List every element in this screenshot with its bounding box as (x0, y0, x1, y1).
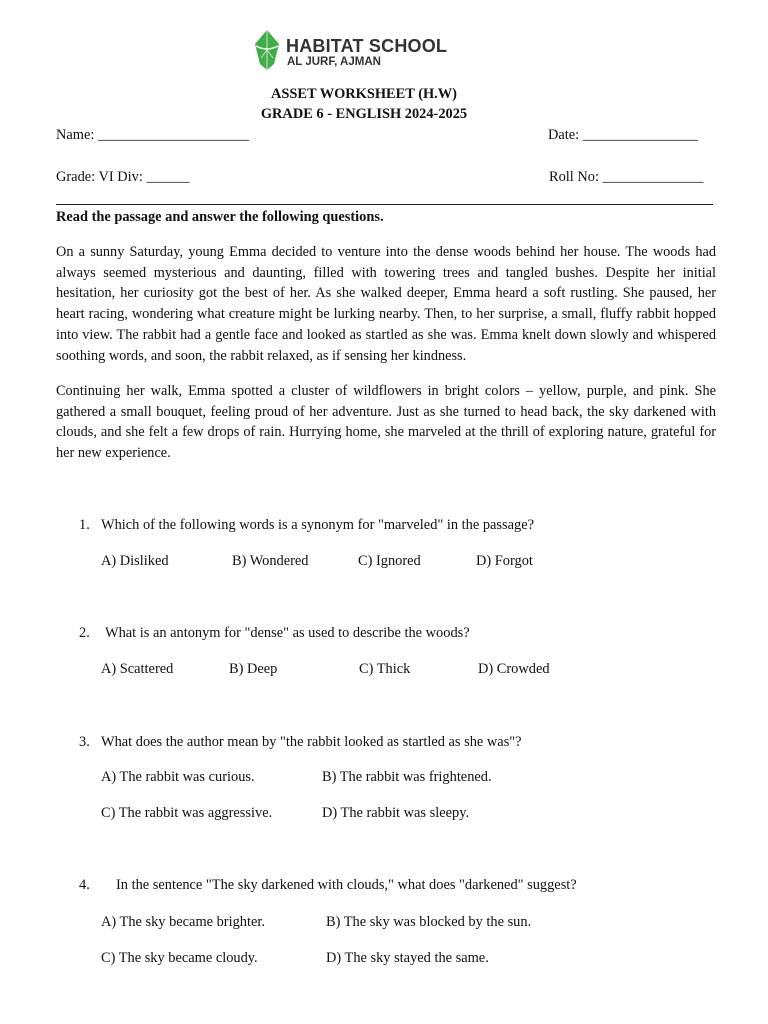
question-number: 1. (79, 517, 90, 533)
school-name: HABITAT SCHOOL (286, 36, 448, 56)
name-field[interactable]: Name: _____________________ (56, 127, 250, 143)
q2-option-d[interactable]: D) Crowded (478, 661, 550, 677)
worksheet-title: ASSET WORKSHEET (H.W) (271, 86, 457, 102)
question-1-text: Which of the following words is a synonym for "marveled" in the passage? (101, 517, 534, 533)
question-number: 2. (79, 625, 90, 641)
roll-no-field[interactable]: Roll No: ______________ (549, 169, 704, 185)
passage-paragraph-2: Continuing her walk, Emma spotted a cluster of wildflowers in bright colors – yellow, purple, and pink. She gathered a small bouquet, feeling proud of her adventure. Just as she turned to head back, the sky darkened with clouds, and she felt a few drops of rain. Hurrying home, she marveled at the thrill of exploring nature, grateful for her new experience. (56, 383, 716, 462)
question-number: 3. (79, 734, 90, 750)
divider-line (56, 204, 713, 205)
q3-option-b[interactable]: B) The rabbit was frightened. (322, 769, 492, 785)
q2-option-c[interactable]: C) Thick (359, 661, 411, 677)
instruction: Read the passage and answer the following questions. (56, 209, 384, 225)
q1-option-c[interactable]: C) Ignored (358, 553, 421, 569)
q1-option-b[interactable]: B) Wondered (232, 553, 309, 569)
question-4-text: In the sentence "The sky darkened with clouds," what does "darkened" suggest? (116, 877, 577, 893)
school-logo (252, 28, 452, 72)
question-3-text: What does the author mean by "the rabbit looked as startled as she was"? (101, 734, 522, 750)
question-number: 4. (79, 877, 90, 893)
q4-option-c[interactable]: C) The sky became cloudy. (101, 950, 258, 966)
q2-option-b[interactable]: B) Deep (229, 661, 278, 677)
q3-option-a[interactable]: A) The rabbit was curious. (101, 769, 255, 785)
passage-paragraph-1: On a sunny Saturday, young Emma decided to venture into the dense woods behind her house. The woods had always seemed mysterious and daunting, filled with towering trees and tangled bushes. Despite her initial hesitation, her curiosity got the best of her. As she walked deeper, Emma heard a soft rustling. She paused, her heart racing, wondering what creature might be lurking nearby. Then, to her surprise, a small, fluffy rabbit hopped into view. The rabbit had a gentle face and looked as startled as she was. Emma knelt down slowly and whispered soothing words, and soon, the rabbit relaxed, as if sensing her kindness. (56, 244, 716, 364)
leaf-logo-icon (252, 28, 282, 72)
q3-option-d[interactable]: D) The rabbit was sleepy. (322, 805, 470, 821)
q3-option-c[interactable]: C) The rabbit was aggressive. (101, 805, 273, 821)
q1-option-a[interactable]: A) Disliked (101, 553, 169, 569)
question-2-text: What is an antonym for "dense" as used to describe the woods? (105, 625, 470, 641)
worksheet-subtitle: GRADE 6 - ENGLISH 2024-2025 (260, 106, 468, 122)
q4-option-b[interactable]: B) The sky was blocked by the sun. (326, 914, 532, 930)
q4-option-d[interactable]: D) The sky stayed the same. (326, 950, 489, 966)
q1-option-d[interactable]: D) Forgot (476, 553, 533, 569)
q4-option-a[interactable]: A) The sky became brighter. (101, 914, 265, 930)
q2-option-a[interactable]: A) Scattered (101, 661, 174, 677)
school-location: AL JURF, AJMAN (287, 56, 381, 68)
grade-field[interactable]: Grade: VI Div: ______ (56, 169, 190, 185)
date-field[interactable]: Date: ________________ (548, 127, 698, 143)
